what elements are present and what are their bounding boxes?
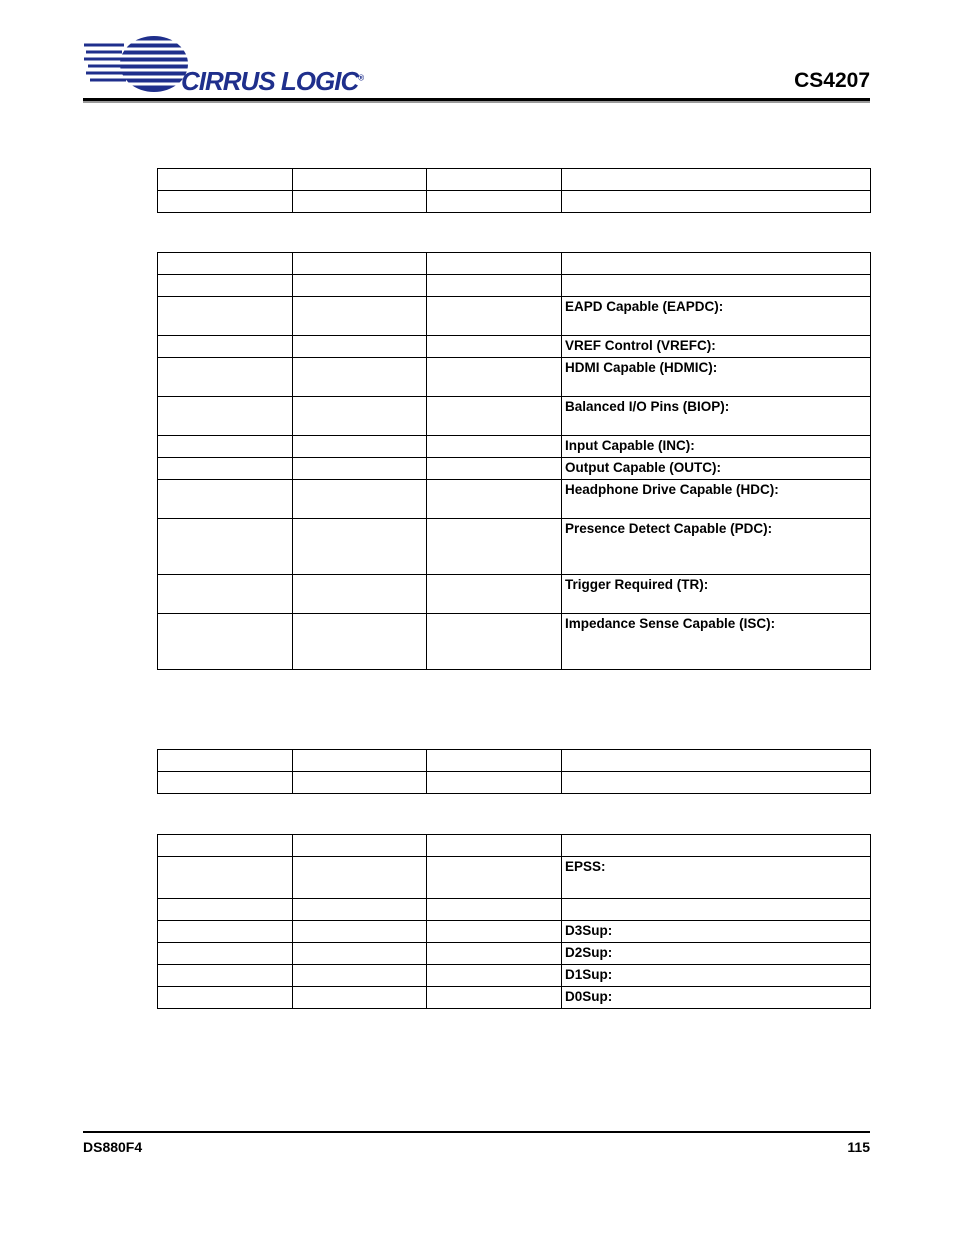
- field-epss: EPSS:: [562, 857, 871, 899]
- table-row: [158, 772, 871, 794]
- table-row: [158, 191, 871, 213]
- field-hdc: Headphone Drive Capable (HDC):: [562, 480, 871, 519]
- table-row: [158, 575, 871, 614]
- table-row: [158, 297, 871, 336]
- table-row: [158, 857, 871, 899]
- field-isc: Impedance Sense Capable (ISC):: [562, 614, 871, 670]
- field-pdc: Presence Detect Capable (PDC):: [562, 519, 871, 575]
- document-id: DS880F4: [83, 1139, 143, 1155]
- field-hdmic: HDMI Capable (HDMIC):: [562, 358, 871, 397]
- table-row: [158, 965, 871, 987]
- table-row: [158, 480, 871, 519]
- header-rule-shadow: [83, 101, 870, 103]
- field-eapdc: EAPD Capable (EAPDC):: [562, 297, 871, 336]
- table-row: [158, 614, 871, 670]
- field-outc: Output Capable (OUTC):: [562, 458, 871, 480]
- field-biop: Balanced I/O Pins (BIOP):: [562, 397, 871, 436]
- table-row: [158, 275, 871, 297]
- table-row: [158, 987, 871, 1009]
- table-row: [158, 899, 871, 921]
- field-d3sup: D3Sup:: [562, 921, 871, 943]
- table-row: [158, 921, 871, 943]
- field-tr: Trigger Required (TR):: [562, 575, 871, 614]
- footer-rule: [83, 1131, 870, 1133]
- table-row: [158, 943, 871, 965]
- field-inc: Input Capable (INC):: [562, 436, 871, 458]
- table-row: [158, 458, 871, 480]
- field-d0sup: D0Sup:: [562, 987, 871, 1009]
- page-number: 115: [847, 1139, 870, 1155]
- field-vrefc: VREF Control (VREFC):: [562, 336, 871, 358]
- table-row: [158, 835, 871, 857]
- table-row: [158, 750, 871, 772]
- register-table-4: [157, 834, 871, 1009]
- field-d1sup: D1Sup:: [562, 965, 871, 987]
- logo-wordmark: CIRRUS LOGIC®: [181, 66, 364, 96]
- table-row: [158, 336, 871, 358]
- register-table-2: [157, 252, 871, 670]
- register-table-3: [157, 749, 871, 794]
- part-number: CS4207: [794, 69, 870, 92]
- table-row: [158, 436, 871, 458]
- table-row: [158, 397, 871, 436]
- field-d2sup: D2Sup:: [562, 943, 871, 965]
- table-row: [158, 169, 871, 191]
- table-row: [158, 253, 871, 275]
- table-row: [158, 358, 871, 397]
- table-row: [158, 519, 871, 575]
- register-table-1: [157, 168, 871, 213]
